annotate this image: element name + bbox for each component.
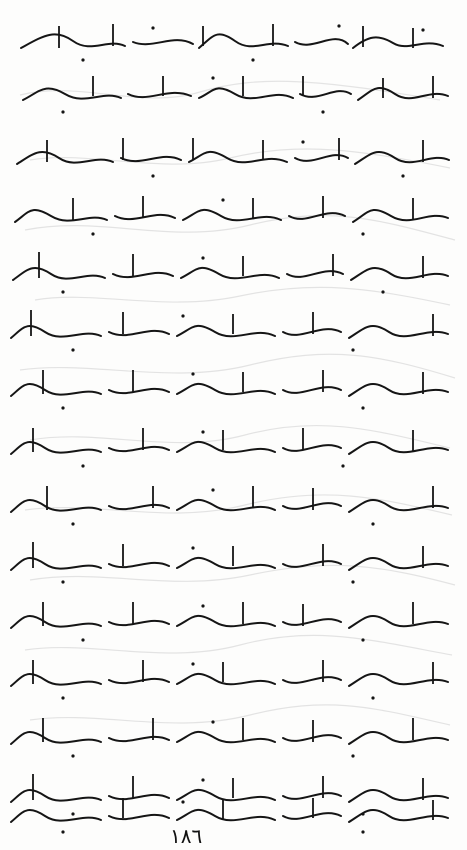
manuscript-line-7	[3, 356, 453, 416]
manuscript-line-3	[3, 124, 453, 184]
manuscript-line-4	[3, 182, 453, 242]
manuscript-line-15	[3, 790, 453, 838]
manuscript-line-13	[3, 704, 453, 764]
manuscript-line-1	[3, 8, 453, 68]
manuscript-line-9	[3, 472, 453, 532]
manuscript-line-12	[3, 646, 453, 706]
manuscript-line-10	[3, 530, 453, 590]
manuscript-line-2	[3, 62, 453, 122]
manuscript-line-11	[3, 588, 453, 648]
page-number: ١٨٦	[170, 824, 203, 848]
manuscript-line-8	[3, 414, 453, 474]
manuscript-line-6	[3, 298, 453, 358]
manuscript-line-5	[3, 240, 453, 300]
